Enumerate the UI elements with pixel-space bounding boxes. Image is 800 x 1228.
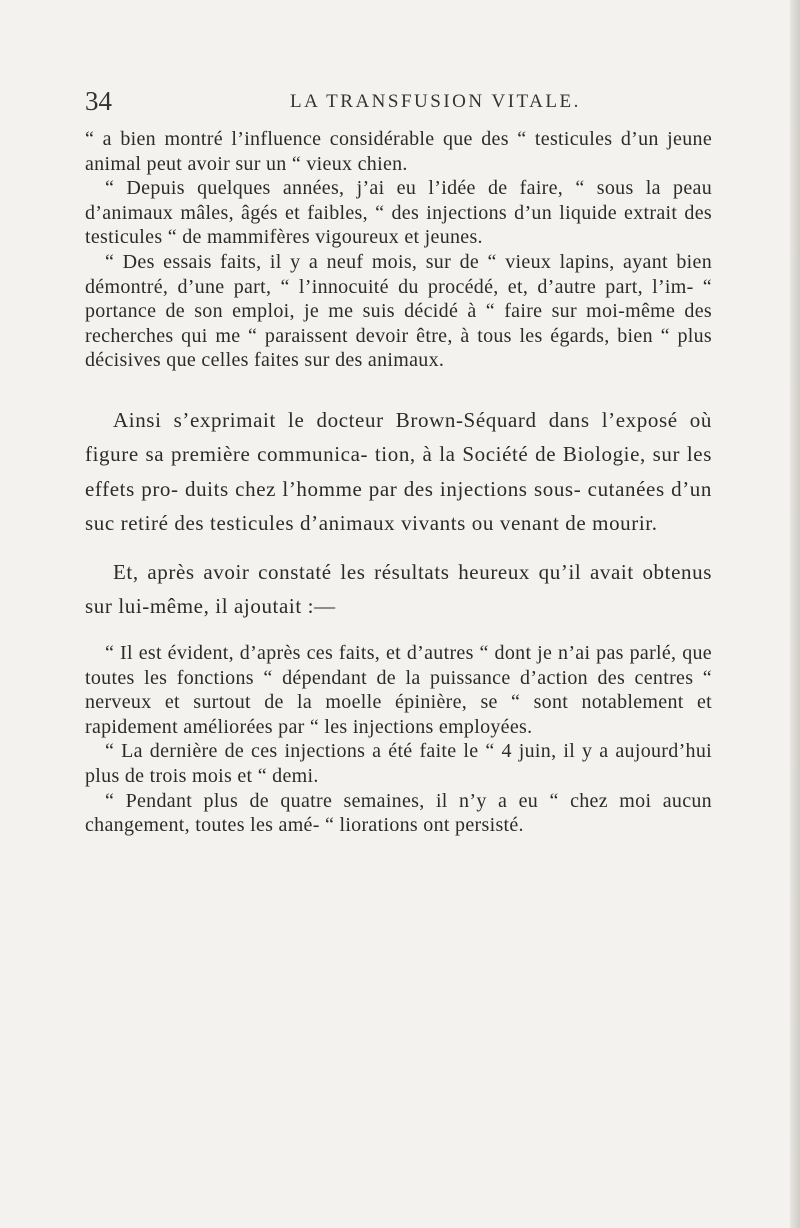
body-text bbox=[85, 403, 712, 624]
quote-paragraph: “ Depuis quelques années, j’ai eu l’idée de faire, “ sous la peau d’animaux mâles, âgés et faibles, “ des injections d’un liquide extrait des testicules “ de mammifères vigoureux et jeunes. bbox=[85, 177, 712, 249]
quote-paragraph: “ Des essais faits, il y a neuf mois, sur de “ vieux lapins, ayant bien démontré, d’une part, “ l’innocuité du procédé, et, d’autre part, l’im- “ portance de son emploi, je me suis décidé à “ faire sur moi-même des recherches qui me “ paraissent devoir être, à tous les égards, bien “ plus décisives que celles faites sur des animaux. bbox=[85, 250, 712, 372]
quote-block-1 bbox=[85, 127, 712, 373]
quote-paragraph: “ La dernière de ces injections a été faite le “ 4 juin, il y a aujourd’hui plus de trois mois et “ demi. bbox=[85, 740, 712, 787]
body-paragraph: Et, après avoir constaté les résultats heureux qu’il avait obtenus sur lui-même, il ajoutait :— bbox=[85, 559, 712, 619]
page-content bbox=[85, 127, 712, 838]
body-paragraph: Ainsi s’exprimait le docteur Brown-Séquard dans l’exposé où figure sa première communica- tion, à la Société de Biologie, sur les effets pro- duits chez l’homme par des injections sous- cutanées d’un suc retiré des testicules d’animaux vivants ou venant de mourir. bbox=[85, 407, 712, 536]
quote-paragraph: “ Il est évident, d’après ces faits, et d’autres “ dont je n’ai pas parlé, que toutes les fonctions “ dépendant de la puissance d’action des centres “ nerveux et surtout de la moelle épinière, se “ sont notablement et rapidement améliorées par “ les injections employées. bbox=[85, 641, 712, 738]
page-edge-shadow bbox=[790, 0, 800, 1228]
page-header bbox=[85, 86, 715, 116]
running-title: LA TRANSFUSION VITALE. bbox=[290, 91, 581, 112]
quote-paragraph: “ a bien montré l’influence considérable que des “ testicules d’un jeune animal peut avoir sur un “ vieux chien. bbox=[85, 128, 712, 175]
quote-paragraph: “ Pendant plus de quatre semaines, il n’y a eu “ chez moi aucun changement, toutes les amé- “ liorations ont persisté. bbox=[85, 789, 712, 837]
page-number: 34 bbox=[85, 86, 112, 116]
quote-block-2 bbox=[85, 641, 712, 838]
